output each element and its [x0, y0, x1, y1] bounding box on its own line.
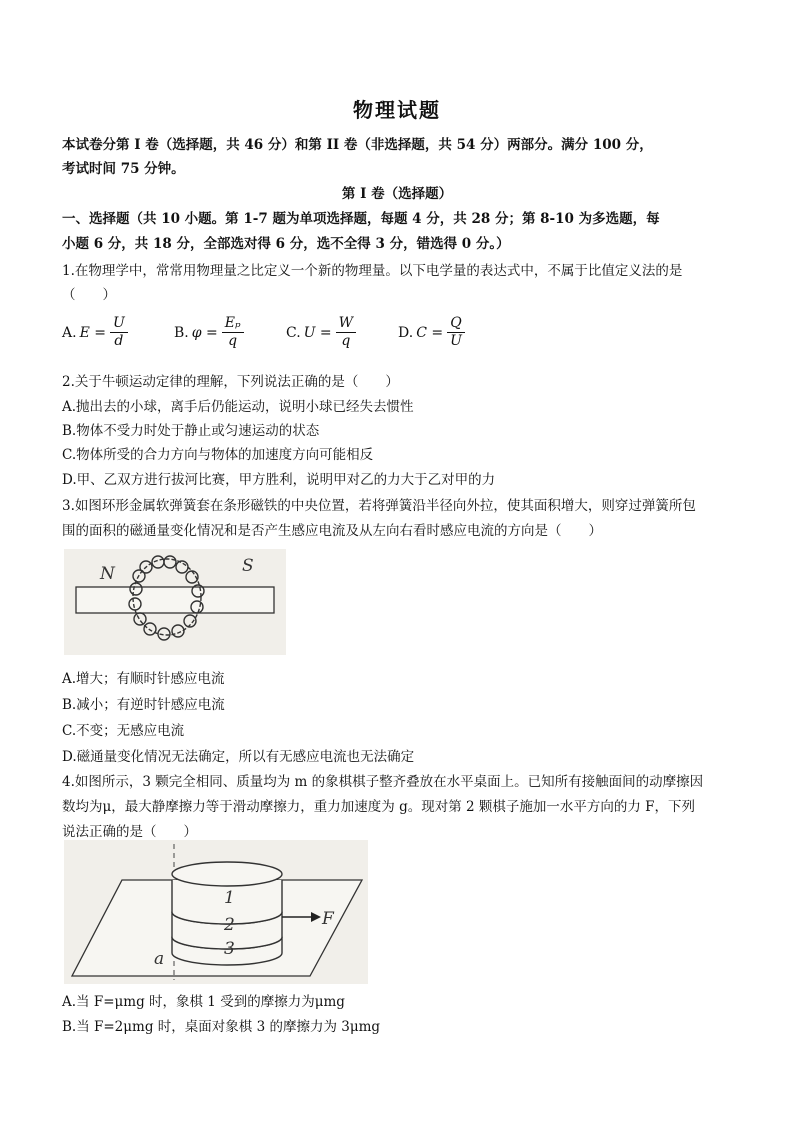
- q1-stem-line-1: 1.在物理学中，常常用物理量之比定义一个新的物理量。以下电学量的表达式中，不属于比值定义法的是: [62, 263, 683, 279]
- denominator: d: [114, 333, 124, 349]
- q1-stem-line-2: （ ）: [62, 287, 116, 303]
- fraction: [336, 316, 356, 349]
- q3-option-b: B.减小；有逆时针感应电流: [62, 697, 225, 713]
- q3-stem-line-1: 3.如图环形金属软弹簧套在条形磁铁的中央位置，若将弹簧沿半径向外拉，使其面积增大，则穿过弹簧所包: [62, 498, 696, 514]
- q1-option-d: [398, 316, 465, 349]
- q1-option-a: [62, 316, 128, 349]
- q3-stem-line-2: 围的面积的磁通量变化情况和是否产生感应电流及从左向右看时感应电流的方向是（ ）: [62, 523, 602, 539]
- q2-option-c: C.物体所受的合力方向与物体的加速度方向可能相反: [62, 447, 374, 463]
- q4-chess-figure: [64, 840, 368, 984]
- q3-option-a: A.增大；有顺时针感应电流: [62, 671, 225, 687]
- q4-stem-line-3: 说法正确的是（ ）: [62, 824, 197, 840]
- piece-1-top: [172, 862, 282, 886]
- part1-instructions-line-1: 一、选择题（共 10 小题。第 1-7 题为单项选择题，每题 4 分，共 28 分；第 8-10 为多选题，每: [62, 211, 660, 227]
- q1-option-b: [174, 316, 244, 349]
- q4-option-b: B.当 F=2μmg 时，桌面对象棋 3 的摩擦力为 3μmg: [62, 1019, 381, 1035]
- q4-stem-line-1: 4.如图所示，3 颗完全相同、质量均为 m 的象棋棋子整齐叠放在水平桌面上。已知所有接触面间的动摩擦因: [62, 774, 704, 790]
- q2-option-d: D.甲、乙双方进行拔河比赛，甲方胜利，说明甲对乙的力大于乙对甲的力: [62, 472, 496, 488]
- q3-option-d: D.磁通量变化情况无法确定，所以有无感应电流也无法确定: [62, 749, 415, 765]
- force-label: F: [322, 909, 334, 929]
- piece-2-label: 2: [224, 915, 235, 935]
- intro-line-2: 考试时间 75 分钟。: [62, 161, 185, 177]
- denominator: U: [450, 333, 462, 349]
- section-title: 第 I 卷（选择题）: [341, 186, 453, 202]
- q1-option-c: [286, 316, 356, 349]
- q4-option-a: A.当 F=μmg 时，象棋 1 受到的摩擦力为μmg: [62, 994, 345, 1010]
- q3-option-c: C.不变；无感应电流: [62, 723, 185, 739]
- page-title: 物理试题: [353, 98, 441, 122]
- fraction: [110, 316, 128, 349]
- q2-option-b: B.物体不受力时处于静止或匀速运动的状态: [62, 423, 320, 439]
- denominator: q: [228, 333, 238, 349]
- option-letter: B.: [174, 324, 189, 341]
- fraction: [222, 316, 244, 349]
- plane-label: a: [154, 949, 165, 969]
- piece-1-label: 1: [224, 888, 235, 908]
- part1-instructions-line-2: 小题 6 分，共 18 分，全部选对得 6 分，选不全得 3 分，错选得 0 分。）: [62, 236, 510, 252]
- q3-magnet-figure: [64, 549, 286, 655]
- option-letter: C.: [286, 324, 301, 341]
- option-letter: D.: [398, 324, 414, 341]
- bar-magnet: [76, 587, 274, 613]
- q2-stem: 2.关于牛顿运动定律的理解，下列说法正确的是（ ）: [62, 374, 399, 390]
- magnet-n-label: N: [100, 564, 115, 584]
- denominator: q: [341, 333, 351, 349]
- numerator: W: [336, 316, 356, 333]
- numerator: U: [110, 316, 128, 333]
- formula-lhs: φ =: [191, 324, 218, 341]
- q4-stem-line-2: 数均为μ，最大静摩擦力等于滑动摩擦力，重力加速度为 g。现对第 2 颗棋子施加一水平方向的力 F，下列: [62, 799, 696, 815]
- option-letter: A.: [62, 324, 77, 341]
- fraction: [447, 316, 465, 349]
- formula-lhs: E =: [79, 324, 106, 341]
- numerator: Eₚ: [222, 316, 244, 333]
- stacked-pieces-diagram: [64, 840, 368, 984]
- intro-line-1: 本试卷分第 I 卷（选择题，共 46 分）和第 II 卷（非选择题，共 54 分）两部分。满分 100 分，: [62, 137, 653, 153]
- q2-option-a: A.抛出去的小球，离手后仍能运动，说明小球已经失去惯性: [62, 399, 414, 415]
- formula-lhs: U =: [303, 324, 332, 341]
- formula-lhs: C =: [416, 324, 444, 341]
- numerator: Q: [447, 316, 464, 333]
- magnet-s-label: S: [242, 556, 254, 576]
- piece-3-label: 3: [224, 939, 235, 959]
- magnet-spring-diagram: [64, 549, 286, 655]
